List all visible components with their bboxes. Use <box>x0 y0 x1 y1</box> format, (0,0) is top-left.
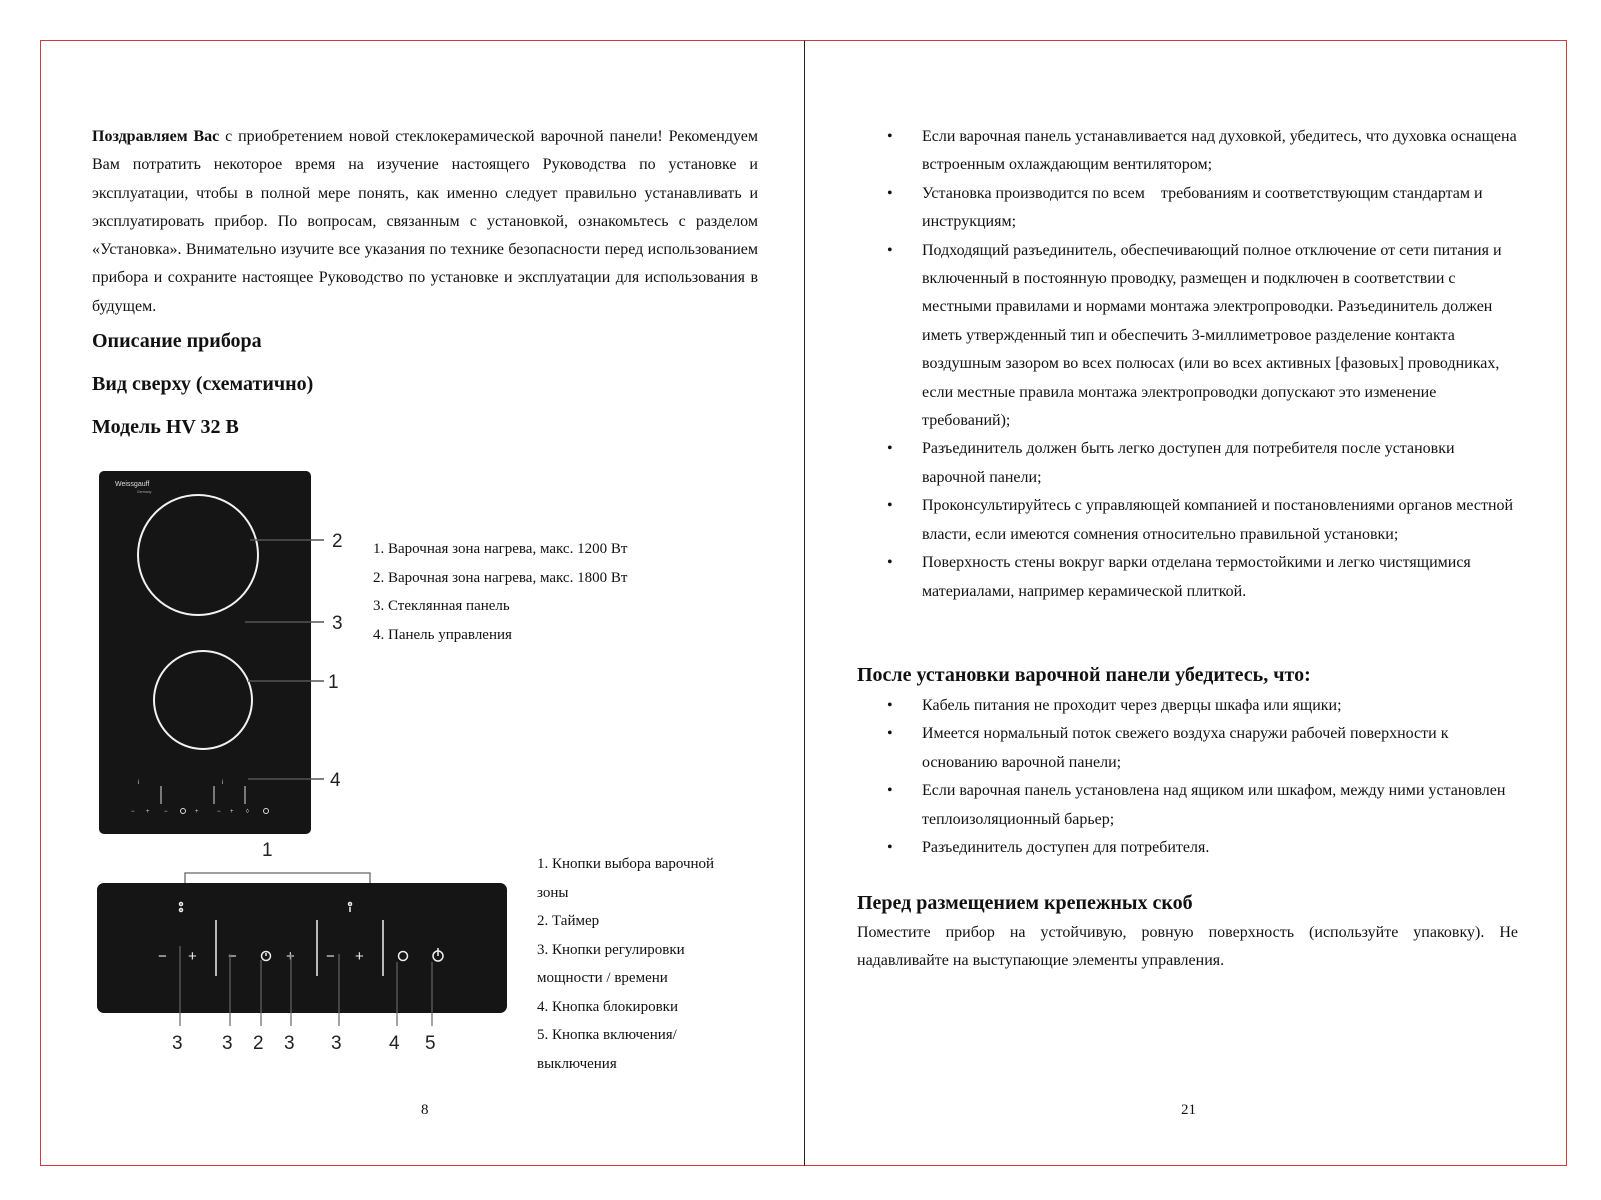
hob-legend-item: 4. Панель управления <box>373 626 512 643</box>
hob-brand-sub: Germany <box>137 490 152 494</box>
svg-text:−: − <box>131 809 135 815</box>
intro-paragraph <box>92 123 758 321</box>
panel-legend-item: 3. Кнопки регулировки <box>537 941 685 958</box>
hob-legend <box>373 535 627 649</box>
list-item: • Поверхность стены вокруг варки отделана термостойкими и легко чистящимися материалами, например керамической плиткой. <box>887 554 1471 600</box>
panel-callout-bottom: 3 <box>331 1033 342 1054</box>
list-item: • Кабель питания не проходит через дверцы шкафа или ящики; <box>887 697 1342 714</box>
panel-legend-item: 2. Таймер <box>537 913 600 929</box>
svg-text:i: i <box>138 780 140 786</box>
panel-callout-bottom: 4 <box>389 1033 400 1054</box>
svg-text:+: + <box>188 948 197 965</box>
list-item: • Проконсультируйтесь с управляющей компанией и постановлениями органов местной власти, если имеются сомнения относительно правильной установки; <box>887 497 1514 543</box>
heading-after-install: После установки варочной панели убедитесь, что: <box>857 664 1311 686</box>
requirements-list <box>857 123 1517 606</box>
svg-text:+: + <box>146 809 150 815</box>
heading-model: Модель HV 32 B <box>92 416 239 438</box>
panel-callout-bottom: 2 <box>253 1033 264 1054</box>
hob-brand: Weissgauff <box>115 481 150 488</box>
hob-diagram <box>90 466 380 836</box>
hob-legend-item: 1. Варочная зона нагрева, макс. 1200 Вт <box>373 541 628 557</box>
svg-text:−: − <box>326 948 335 965</box>
svg-text:−: − <box>217 809 221 815</box>
panel-legend-item: зоны <box>537 884 569 901</box>
svg-text:−: − <box>164 809 168 815</box>
list-item: • Если варочная панель устанавливается над духовкой, убедитесь, что духовка оснащена встроенным охлаждающим вентилятором; <box>887 128 1517 174</box>
panel-legend-item: 4. Кнопка блокировки <box>537 998 678 1015</box>
svg-text:+: + <box>286 948 295 965</box>
panel-legend-item: 5. Кнопка включения/ <box>537 1027 677 1043</box>
hob-legend-item: 2. Варочная зона нагрева, макс. 1800 Вт <box>373 569 628 586</box>
svg-text:◊: ◊ <box>246 809 249 815</box>
callout-1: 1 <box>328 672 339 693</box>
hob-legend-item: 3. Стеклянная панель <box>373 598 510 614</box>
brackets-paragraph: Поместите прибор на устойчивую, ровную поверхность (используйте упаковку). Не надавливайте на выступающие элементы управления. <box>857 924 1518 970</box>
after-install-list <box>857 692 1517 862</box>
panel-callout-bottom: 5 <box>425 1033 436 1054</box>
panel-legend-item: 1. Кнопки выбора варочной <box>537 856 715 872</box>
control-panel-diagram <box>90 838 520 1088</box>
panel-callout-bottom: 3 <box>172 1033 183 1054</box>
page-number-left: 8 <box>421 1102 429 1118</box>
list-item: • Подходящий разъединитель, обеспечивающий полное отключение от сети питания и включенный в постоянную проводку, размещен и подключен в соответствии с местными правилами и нормами монтажа электропроводки. Разъединитель должен иметь утвержденный тип и обеспечить 3-миллиметровое разделение контакта воздушным зазором во всех полюсах (или во всех активных [фазовых] проводниках, если местные правила монтажа электропроводки допускают это изменение требований); <box>887 241 1502 430</box>
list-item: • Если варочная панель установлена над ящиком или шкафом, между ними установлен теплоизоляционный барьер; <box>887 782 1506 828</box>
svg-text:i: i <box>222 780 224 786</box>
svg-text:+: + <box>195 809 199 815</box>
svg-text:+: + <box>230 809 234 815</box>
heading-brackets: Перед размещением крепежных скоб <box>857 892 1193 914</box>
panel-legend <box>537 850 714 1078</box>
list-item: • Имеется нормальный поток свежего воздуха снаружи рабочей поверхности к основанию варочной панели; <box>887 725 1449 771</box>
intro-lead: Поздравляем Вас <box>92 128 220 145</box>
panel-callout-bottom: 3 <box>222 1033 233 1054</box>
callout-4: 4 <box>330 770 341 791</box>
svg-text:−: − <box>158 948 167 965</box>
list-item: • Установка производится по всем требованиям и соответствующим стандартам и инструкциям; <box>887 184 1487 231</box>
callout-2: 2 <box>332 531 343 552</box>
panel-callout-top: 1 <box>262 840 273 861</box>
page-number-right: 21 <box>1181 1102 1196 1118</box>
svg-text:−: − <box>228 948 237 965</box>
panel-legend-item: мощности / времени <box>537 970 668 986</box>
panel-callout-bottom: 3 <box>284 1033 295 1054</box>
svg-text:+: + <box>355 948 364 965</box>
callout-3: 3 <box>332 613 343 634</box>
intro-text: с приобретением новой стеклокерамической варочной панели! Рекомендуем Вам потратить некоторое время на изучение настоящего Руководства по установке и эксплуатации, чтобы в полной мере понять, как именно следует правильно устанавливать и эксплуатировать прибор. По вопросам, связанным с установкой, ознакомьтесь с разделом «Установка». Внимательно изучите все указания по технике безопасности перед использованием прибора и сохраните настоящее Руководство по установке и эксплуатации для использования в будущем. <box>92 128 758 315</box>
panel-legend-item: выключения <box>537 1055 617 1072</box>
heading-description: Описание прибора <box>92 330 262 352</box>
list-item: • Разъединитель доступен для потребителя. <box>887 839 1210 857</box>
heading-top-view: Вид сверху (схематично) <box>92 373 314 395</box>
list-item: • Разъединитель должен быть легко доступен для потребителя после установки варочной панели; <box>887 440 1455 486</box>
